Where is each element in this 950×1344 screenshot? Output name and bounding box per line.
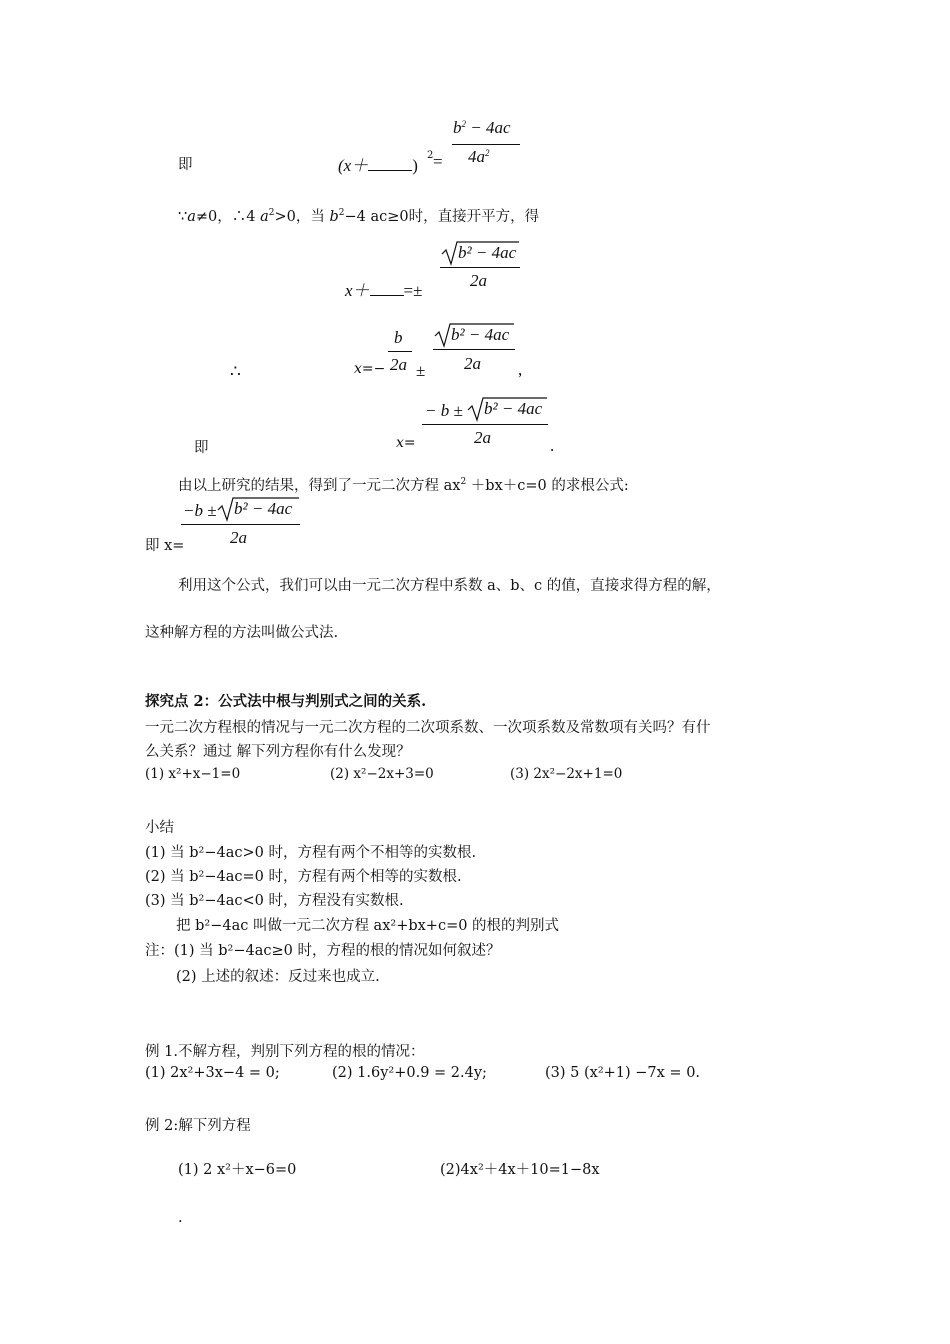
line1-eq: = xyxy=(433,152,443,171)
summary-s4: 把 b²−4ac 叫做一元二次方程 ax²+bx+c=0 的根的判别式 xyxy=(176,918,560,934)
frac2-den: 2a xyxy=(470,271,487,290)
frac1-num: $b^2 - 4ac$ xyxy=(453,118,511,137)
section2-q1: 一元二次方程根的情况与一元二次方程的二次项系数、一次项系数及常数项有关吗？有什 xyxy=(145,720,711,736)
line4-dot: . xyxy=(550,436,555,455)
summary-title: 小结 xyxy=(145,820,174,836)
frac3b-bar xyxy=(433,349,515,350)
section2-eq1: (1) x²+x−1=0 xyxy=(145,766,241,782)
frac1-den: $4a^2$ xyxy=(468,147,490,166)
frac1-bar xyxy=(452,144,520,145)
frac3a-den: 2a xyxy=(390,355,407,374)
formula-bar xyxy=(181,524,300,525)
frac4-den: 2a xyxy=(474,428,491,447)
therefore-sign: ∴ xyxy=(230,362,241,382)
section2-title: 探究点 2：公式法中根与判别式之间的关系. xyxy=(145,693,427,710)
formula-prefix: 即 x= xyxy=(145,538,185,554)
formula-intro: 由以上研究的结果，得到了一元二次方程 $ax^2 +bx+c=0$ 的求根公式: xyxy=(178,477,629,494)
label-ji-1: 即 xyxy=(178,157,193,173)
frac3a-bar xyxy=(388,351,412,352)
summary-s1: (1) 当 b²−4ac>0 时，方程有两个不相等的实数根. xyxy=(145,845,477,861)
section2-q2: 么关系？通过 解下列方程你有什么发现？ xyxy=(145,744,411,760)
example2-title: 例 2:解下列方程 xyxy=(145,1118,251,1134)
frac2-sqrt-expr: b² − 4ac xyxy=(458,243,517,262)
example2-b: (2)4x²＋4x＋10=1−8x xyxy=(440,1162,600,1178)
example1-b: (2) 1.6y²+0.9 = 2.4y; xyxy=(332,1065,487,1081)
section2-eq2: (2) x²−2x+3=0 xyxy=(330,766,434,782)
example1-title: 例 1.不解方程，判别下列方程的根的情况： xyxy=(145,1044,425,1060)
frac4-bar xyxy=(422,424,548,425)
line4-left: x= xyxy=(396,435,416,451)
example1-a: (1) 2x²+3x−4 = 0; xyxy=(145,1065,280,1081)
summary-note1: 注：(1) 当 b²−4ac≥0 时，方程的根的情况如何叙述？ xyxy=(145,943,501,959)
method-p2: 这种解方程的方法叫做公式法. xyxy=(145,625,339,641)
summary-note2: (2) 上述的叙述：反过来也成立. xyxy=(176,969,380,985)
frac2-bar xyxy=(440,267,520,268)
frac3a-num: b xyxy=(394,328,403,347)
line1-exp: 2 xyxy=(427,150,434,161)
line3-pm: ± xyxy=(416,361,426,380)
frac4-sqrt-expr: b² − 4ac xyxy=(484,399,543,418)
summary-s3: (3) 当 b²−4ac<0 时，方程没有实数根. xyxy=(145,893,404,909)
formula-num: −b ± xyxy=(183,501,217,520)
line2-left: x＋ =± xyxy=(345,281,423,300)
section2-eq3: (3) 2x²−2x+1=0 xyxy=(510,766,623,782)
frac3b-sqrt-expr: b² − 4ac xyxy=(451,325,510,344)
example2-dot: . xyxy=(178,1210,183,1226)
example2-a: (1) 2 x²＋x−6=0 xyxy=(178,1162,297,1178)
because-line: ∵a≠0，∴4 $a^2>0$，当 $b^2-4$ ac≥0时，直接开平方，得 xyxy=(178,208,540,225)
method-p1: 利用这个公式，我们可以由一元二次方程中系数 a、b、c 的值，直接求得方程的解， xyxy=(178,578,721,594)
line3-comma: , xyxy=(518,360,523,379)
line1-open: (x＋ ) xyxy=(338,156,418,175)
frac4-num: − b ± xyxy=(425,401,463,420)
label-ji-2: 即 xyxy=(194,440,209,456)
formula-den: 2a xyxy=(230,528,247,547)
formula-sqrt-expr: b² − 4ac xyxy=(234,499,293,518)
frac3b-den: 2a xyxy=(464,354,481,373)
summary-s2: (2) 当 b²−4ac=0 时，方程有两个相等的实数根. xyxy=(145,869,462,885)
line3-left: x=− xyxy=(354,361,386,377)
example1-c: (3) 5 (x²+1) −7x = 0. xyxy=(545,1065,701,1081)
